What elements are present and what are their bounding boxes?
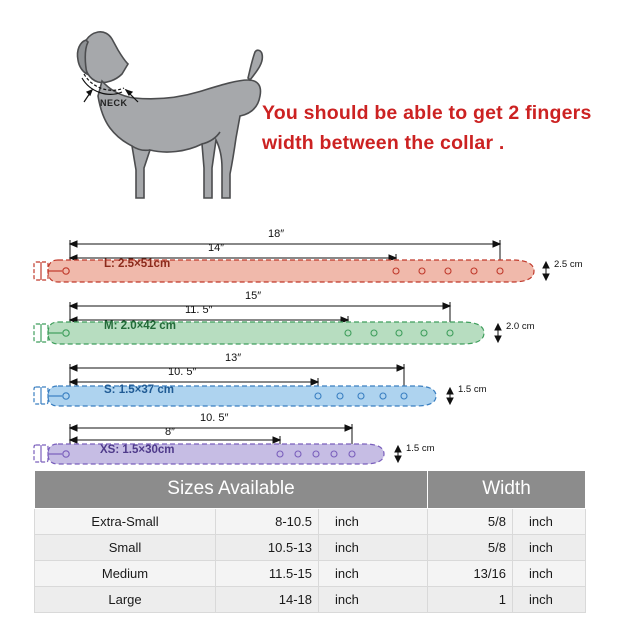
- width-medium: 2.0 cm: [506, 321, 535, 332]
- dim-large-mid: 14″: [208, 242, 225, 254]
- table-row: [35, 509, 586, 535]
- headline: [262, 98, 610, 158]
- width-xsmall: 1.5 cm: [406, 443, 435, 454]
- row-name: Large: [35, 587, 216, 613]
- row-width-unit: inch: [513, 535, 586, 561]
- dog-illustration: [26, 18, 266, 218]
- row-name: Medium: [35, 561, 216, 587]
- row-range: 8-10.5: [216, 509, 319, 535]
- collar-label-large: L: 2.5×51cm: [104, 258, 171, 270]
- row-width-unit: inch: [513, 587, 586, 613]
- width-large: 2.5 cm: [554, 259, 583, 270]
- table-header-row: [35, 471, 586, 509]
- row-width-unit: inch: [513, 561, 586, 587]
- collar-medium-svg: [0, 284, 620, 346]
- collar-label-medium: M: 2.0×42 cm: [104, 320, 176, 332]
- row-range: 14-18: [216, 587, 319, 613]
- dim-small-mid: 10. 5″: [168, 366, 197, 378]
- headline-line-1: You should be able to get 2 fingers: [262, 102, 592, 124]
- collar-diagrams: [0, 222, 620, 468]
- width-small: 1.5 cm: [458, 384, 487, 395]
- collar-label-xsmall: XS: 1.5×30cm: [100, 444, 175, 456]
- collar-row-xsmall: [0, 408, 620, 468]
- row-range: 11.5-15: [216, 561, 319, 587]
- row-unit: inch: [319, 587, 428, 613]
- dim-xsmall-mid: 8″: [165, 426, 176, 438]
- collar-large-svg: [0, 222, 620, 284]
- table-row: [35, 535, 586, 561]
- sizes-table: [34, 470, 586, 613]
- collar-xsmall-svg: [0, 408, 620, 468]
- row-range: 10.5-13: [216, 535, 319, 561]
- row-width-unit: inch: [513, 509, 586, 535]
- row-name: Extra-Small: [35, 509, 216, 535]
- row-width: 5/8: [428, 535, 513, 561]
- dim-large-top: 18″: [268, 228, 285, 240]
- dim-medium-mid: 11. 5″: [185, 304, 213, 316]
- dog-figure-svg: [26, 18, 266, 218]
- row-width: 13/16: [428, 561, 513, 587]
- table-header-width: Width: [428, 471, 586, 509]
- row-unit: inch: [319, 561, 428, 587]
- row-width: 1: [428, 587, 513, 613]
- dim-small-top: 13″: [225, 352, 242, 364]
- row-unit: inch: [319, 535, 428, 561]
- dim-xsmall-top: 10. 5″: [200, 412, 229, 424]
- neck-label: NECK: [100, 98, 128, 108]
- collar-row-large: [0, 222, 620, 284]
- collar-row-medium: [0, 284, 620, 346]
- collar-row-small: [0, 346, 620, 408]
- dim-medium-top: 15″: [245, 290, 262, 302]
- table-row: [35, 587, 586, 613]
- collar-label-small: S: 1.5×37 cm: [104, 384, 175, 396]
- row-width: 5/8: [428, 509, 513, 535]
- row-unit: inch: [319, 509, 428, 535]
- table-row: [35, 561, 586, 587]
- collar-small-svg: [0, 346, 620, 408]
- headline-line-2: width between the collar .: [262, 132, 505, 154]
- row-name: Small: [35, 535, 216, 561]
- table-header-sizes: Sizes Available: [35, 471, 428, 509]
